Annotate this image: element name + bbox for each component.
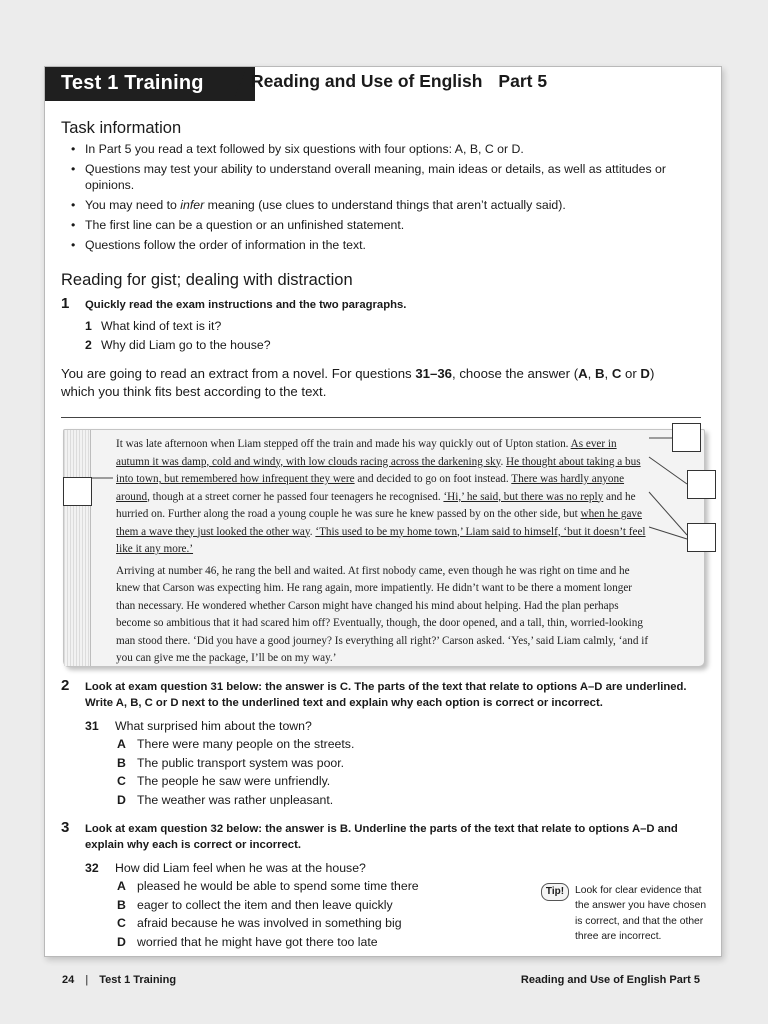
task-bullet: • Questions follow the order of information in the text. bbox=[69, 237, 689, 253]
section-title: Reading and Use of English bbox=[251, 71, 483, 91]
exam-instructions: You are going to read an extract from a novel. For questions 31–36, choose the answer (A, B, C or D) which you think fits best according to the text. bbox=[61, 366, 655, 399]
text-run: and he hurried on. Further along the road a young couple he was sure he knew passed by on the other side, but bbox=[116, 490, 636, 520]
answer-option-b: B eager to collect the item and then leave quickly bbox=[117, 897, 393, 912]
question-32: 32 How did Liam feel when he was at the house? bbox=[85, 861, 366, 875]
answer-box[interactable] bbox=[63, 477, 92, 506]
task-information-heading: Task information bbox=[61, 119, 182, 137]
extract-paragraph-2: Arriving at number 46, he rang the bell and waited. At first nobody came, even though he was right on time and he knew that Carson was expecting him. He rang again, more impatiently. He didn’t want to be there a moment longer than necessary. He wondered whether Carson might have changed his mind about helping. Had the plan perhaps become so ambitious that it had scared him off? Eventually, though, the door opened, and a tall, thin, worried-looking man stood there. ‘Did you have a good journey? Is everything all right?’ Carson asked. ‘Yes,’ said Liam calmly, ‘and if you can give me the package, I’ll be on my way.’ bbox=[116, 564, 649, 664]
underlined-phrase: ‘This used to be my home town,’ Liam said to himself, ‘but it doesn’t feel like it any more.’ bbox=[116, 525, 646, 555]
exercise-2-instruction: Look at exam question 31 below: the answer is C. The parts of the text that relate to options A–D are underlined. Write A, B, C or D next to the underlined text and explain why each option is correct or incorrect. bbox=[85, 681, 687, 709]
exercise-1-item: 1 What kind of text is it? bbox=[85, 319, 222, 333]
task-bullet: • Questions may test your ability to understand overall meaning, main ideas or details, as well as attitudes or opinions. bbox=[69, 161, 689, 193]
answer-box[interactable] bbox=[687, 523, 716, 552]
answer-option-b: B The public transport system was poor. bbox=[117, 755, 345, 770]
question-31: 31 What surprised him about the town? bbox=[85, 719, 312, 733]
underlined-phrase: ‘Hi,’ he said, but there was no reply bbox=[443, 490, 604, 503]
exercise-1-instruction: Quickly read the exam instructions and the two paragraphs. bbox=[85, 299, 407, 311]
exercise-1-number: 1 bbox=[61, 295, 70, 312]
workbook-page bbox=[44, 66, 722, 957]
text-run: It was late afternoon when Liam stepped off the train and made his way quickly out of Upton station. bbox=[116, 438, 571, 450]
text-run: and decided to go on foot instead. bbox=[354, 473, 512, 485]
text-run: . bbox=[309, 525, 316, 538]
answer-option-c: C afraid because he was involved in something big bbox=[117, 916, 402, 931]
gist-heading: Reading for gist; dealing with distraction bbox=[61, 271, 353, 289]
test-banner: Test 1 Training bbox=[45, 67, 255, 101]
footer-right-title: Reading and Use of English Part 5 bbox=[520, 974, 700, 986]
text-run: , though at a street corner he passed four teenagers he recognised. bbox=[147, 490, 444, 503]
underlined-phrase: He thought about taking a bus into town, but remembered how infrequent they were bbox=[116, 455, 641, 485]
answer-option-c: C The people he saw were unfriendly. bbox=[117, 774, 331, 789]
page-number: 24 bbox=[62, 974, 75, 986]
exercise-3-instruction: Look at exam question 32 below: the answer is B. Underline the parts of the text that relate to options A–D and explain why each is correct or incorrect. bbox=[85, 823, 678, 851]
footer-test-title: Test 1 Training bbox=[99, 974, 177, 986]
infer-emphasis: infer bbox=[180, 198, 205, 212]
task-bullet: • In Part 5 you read a text followed by six questions with four options: A, B, C or D. bbox=[69, 141, 689, 157]
exercise-3-number: 3 bbox=[61, 819, 70, 836]
underlined-phrase: There was hardly anyone around bbox=[116, 473, 625, 503]
tip-badge: Tip! bbox=[541, 883, 569, 901]
text-run: . bbox=[500, 455, 507, 468]
footer-left bbox=[62, 974, 176, 986]
answer-option-d: D worried that he might have got there too late bbox=[117, 935, 378, 950]
task-bullet: • You may need to infer meaning (use clues to understand things that aren’t actually said). bbox=[69, 197, 689, 213]
tip-text: Look for clear evidence that the answer you have chosen is correct, and that the other three are incorrect. bbox=[575, 885, 707, 942]
underlined-phrase: when he gave them a wave they just looked the other way bbox=[116, 508, 642, 538]
footer-separator: | bbox=[85, 974, 89, 986]
exercise-2-number: 2 bbox=[61, 677, 70, 694]
answer-box[interactable] bbox=[672, 423, 701, 452]
answer-option-a: A There were many people on the streets. bbox=[117, 737, 355, 751]
part-label: Part 5 bbox=[498, 71, 548, 91]
answer-option-a: A pleased he would be able to spend some time there bbox=[117, 879, 419, 893]
answer-option-d: D The weather was rather unpleasant. bbox=[117, 793, 334, 808]
underlined-phrase: As ever in autumn it was damp, cold and windy, with low clouds racing across the darkening sky bbox=[116, 438, 617, 468]
task-bullet: • The first line can be a question or an unfinished statement. bbox=[69, 217, 689, 233]
exercise-1-item: 2 Why did Liam go to the house? bbox=[85, 338, 271, 352]
answer-box[interactable] bbox=[687, 470, 716, 499]
